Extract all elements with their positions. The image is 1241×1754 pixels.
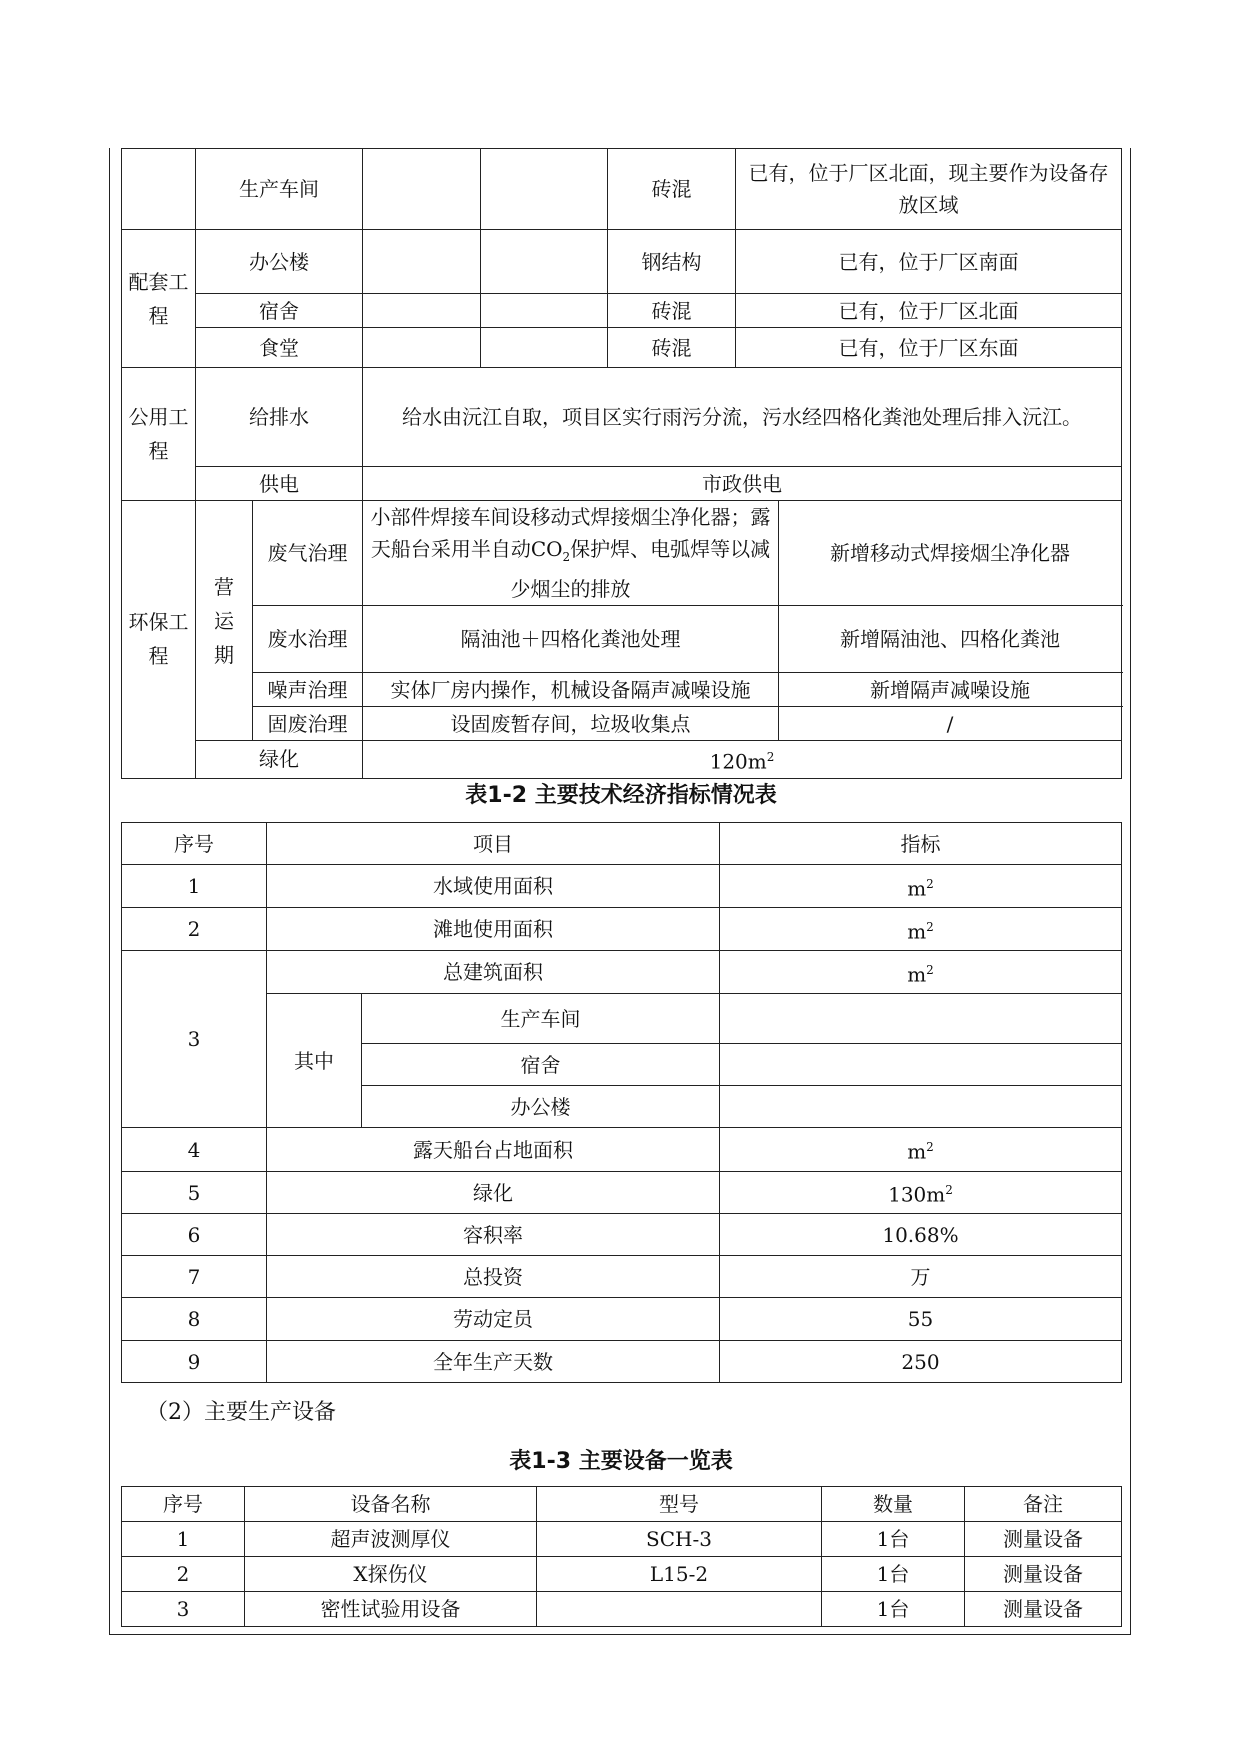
row-item: 绿化 [267,1172,720,1214]
sub-item: 办公楼 [362,1086,720,1128]
row-no: 8 [122,1298,267,1341]
table-cell: 2 [122,1557,245,1592]
office-note: 已有，位于厂区南面 [736,230,1122,294]
solid-new: / [779,707,1122,741]
row-no: 4 [122,1128,267,1172]
table-cell: 1台 [822,1522,965,1557]
header-item: 项目 [267,823,720,865]
row-value: $m^2$ [720,1128,1122,1172]
green-value: $120m^2$ [363,741,1122,779]
project-composition-table [121,148,1122,779]
table-cell: 测量设备 [965,1557,1122,1592]
header-model: 型号 [537,1487,822,1522]
row-value: 250 [720,1341,1122,1383]
header-remark: 备注 [965,1487,1122,1522]
solid-measure: 设固废暂存间，垃圾收集点 [363,707,779,741]
header-no: 序号 [122,823,267,865]
table-cell: 密性试验用设备 [245,1592,537,1627]
table3-title: 表1-3 主要设备一览表 [509,1449,733,1474]
row-value: $m^2$ [720,951,1122,994]
row-no: 5 [122,1172,267,1214]
canteen-name: 食堂 [196,328,363,368]
header-qty: 数量 [822,1487,965,1522]
header-no: 序号 [122,1487,245,1522]
dorm-structure: 砖混 [608,294,736,328]
wastewater-name: 废水治理 [253,606,363,673]
wastewater-new: 新增隔油池、四格化粪池 [779,606,1122,673]
office-name: 办公楼 [196,230,363,294]
row-item: 容积率 [267,1214,720,1256]
row-no: 9 [122,1341,267,1383]
row-no: 7 [122,1256,267,1298]
row-item: 露天船台占地面积 [267,1128,720,1172]
sub-item: 生产车间 [362,994,720,1044]
table2-title: 表1-2 主要技术经济指标情况表 [465,783,777,808]
row-value: 10.68% [720,1214,1122,1256]
env-group-label: 环保工程 [122,501,196,779]
row-item: 总投资 [267,1256,720,1298]
table-cell: 1台 [822,1557,965,1592]
dorm-note: 已有，位于厂区北面 [736,294,1122,328]
table-cell: 3 [122,1592,245,1627]
canteen-structure: 砖混 [608,328,736,368]
green-name: 绿化 [196,741,363,779]
noise-name: 噪声治理 [253,673,363,707]
tech-indicator-table [121,822,1122,1383]
water-name: 给排水 [196,368,363,467]
table-cell: L15-2 [537,1557,822,1592]
table-cell: 超声波测厚仪 [245,1522,537,1557]
gas-name: 废气治理 [253,501,363,606]
row-no: 2 [122,908,267,951]
solid-name: 固废治理 [253,707,363,741]
row-value: $m^2$ [720,908,1122,951]
wastewater-measure: 隔油池＋四格化粪池处理 [363,606,779,673]
workshop-structure: 砖混 [608,149,736,230]
row-value: $130m^2$ [720,1172,1122,1214]
dorm-name: 宿舍 [196,294,363,328]
gas-measure: 小部件焊接车间设移动式焊接烟尘净化器；露天船台采用半自动$CO_2$保护焊、电弧焊等以减少烟尘的排放 [363,501,779,606]
public-group-label: 公用工程 [122,368,196,501]
equipment-table [121,1486,1122,1627]
support-group-label: 配套工程 [122,230,196,368]
header-name: 设备名称 [245,1487,537,1522]
noise-new: 新增隔声减噪设施 [779,673,1122,707]
row-item: 总建筑面积 [267,951,720,994]
table-cell: 测量设备 [965,1592,1122,1627]
power-desc: 市政供电 [363,467,1122,501]
operation-label: 营运期 [196,501,253,741]
row-item: 水域使用面积 [267,865,720,908]
among-label: 其中 [267,994,362,1128]
table-cell: 1台 [822,1592,965,1627]
noise-measure: 实体厂房内操作，机械设备隔声减噪设施 [363,673,779,707]
workshop-name: 生产车间 [196,149,363,230]
canteen-note: 已有，位于厂区东面 [736,328,1122,368]
row-value: 55 [720,1298,1122,1341]
table-cell: SCH-3 [537,1522,822,1557]
table-cell: 测量设备 [965,1522,1122,1557]
sub-item: 宿舍 [362,1044,720,1086]
workshop-note: 已有，位于厂区北面，现主要作为设备存放区域 [736,149,1122,230]
water-desc: 给水由沅江自取，项目区实行雨污分流，污水经四格化粪池处理后排入沅江。 [363,368,1122,467]
row-item: 全年生产天数 [267,1341,720,1383]
row-no: 6 [122,1214,267,1256]
table-cell [537,1592,822,1627]
table-cell: 1 [122,1522,245,1557]
row-value: 万 [720,1256,1122,1298]
power-name: 供电 [196,467,363,501]
office-structure: 钢结构 [608,230,736,294]
row-value: $m^2$ [720,865,1122,908]
row-item: 滩地使用面积 [267,908,720,951]
row-item: 劳动定员 [267,1298,720,1341]
section-heading: （2）主要生产设备 [146,1400,336,1425]
row-no: 1 [122,865,267,908]
header-value: 指标 [720,823,1122,865]
gas-new: 新增移动式焊接烟尘净化器 [779,501,1122,606]
table-cell: X探伤仪 [245,1557,537,1592]
row-no: 3 [122,951,267,1128]
